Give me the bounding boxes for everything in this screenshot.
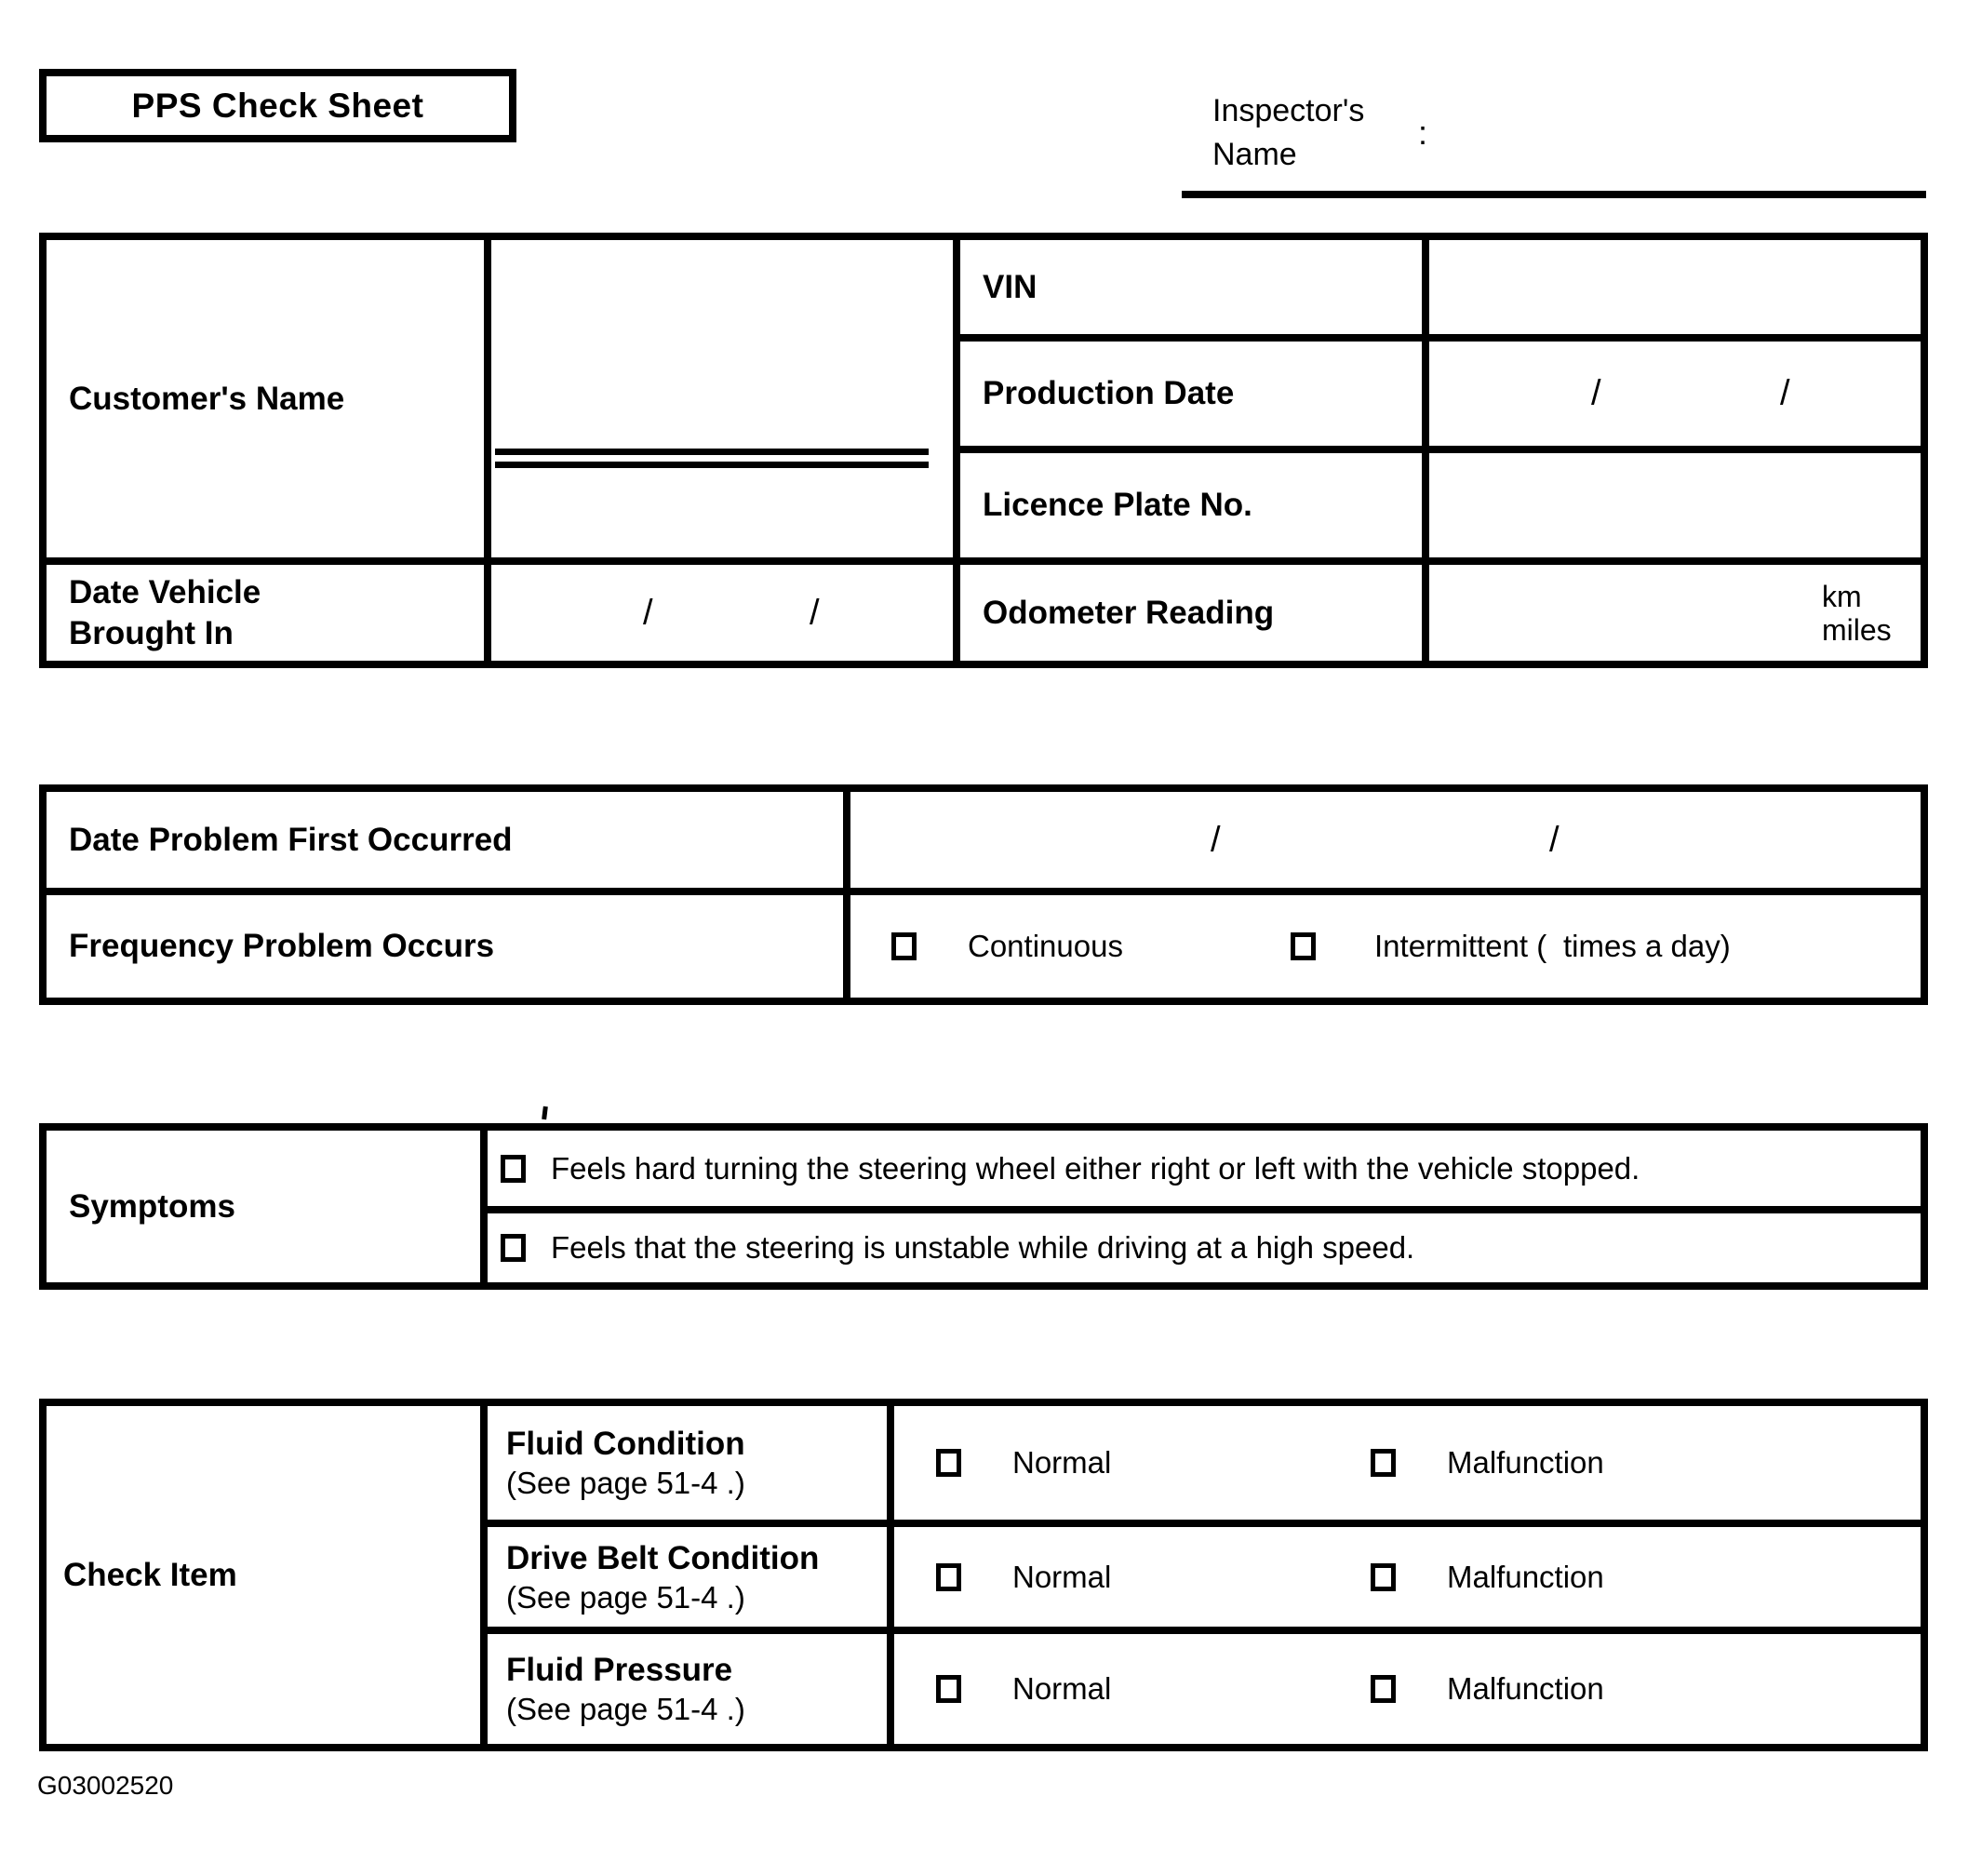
date-brought-in-value-cell[interactable]: / / — [491, 565, 953, 661]
licence-plate-label-cell: Licence Plate No. — [960, 453, 1422, 557]
date-problem-label-cell: Date Problem First Occurred — [47, 792, 843, 888]
inspector-name-label: Inspector's Name — [1212, 93, 1365, 172]
signature-line — [495, 449, 929, 468]
fluid-pressure-malfunction-label: Malfunction — [1447, 1671, 1604, 1706]
symptom-text-2: Feels that the steering is unstable while driving at a high speed. — [551, 1230, 1415, 1265]
drive-belt-normal-label: Normal — [1012, 1559, 1112, 1594]
production-date-value-cell[interactable]: / / — [1429, 342, 1921, 446]
inspector-name-colon: : — [1418, 114, 1428, 152]
fluid-condition-malfunction-label: Malfunction — [1447, 1445, 1604, 1480]
checkbox-continuous[interactable] — [891, 932, 917, 960]
symptom-text-1: Feels hard turning the steering wheel either right or left with the vehicle stopped. — [551, 1150, 1640, 1186]
production-date-label-cell: Production Date — [960, 342, 1422, 446]
vin-label-cell: VIN — [960, 240, 1422, 334]
checkbox-intermittent[interactable] — [1291, 932, 1316, 960]
frequency-label-cell: Frequency Problem Occurs — [47, 895, 843, 998]
fluid-condition-options-cell — [894, 1406, 1921, 1520]
odometer-units: km miles — [1822, 579, 1892, 647]
symptom-row-1 — [488, 1131, 1921, 1206]
drive-belt-condition-name-cell: Drive Belt Condition (See page 51-4 .) — [488, 1527, 887, 1627]
date-brought-in-label-cell: Date Vehicle Brought In — [47, 565, 484, 661]
problem-info-table — [39, 784, 1928, 1005]
check-item-table — [39, 1399, 1928, 1751]
check-item-label-cell: Check Item — [47, 1406, 480, 1744]
symptom-row-2 — [488, 1213, 1921, 1282]
checkbox-fluid-condition-malfunction[interactable] — [1371, 1449, 1396, 1477]
checkbox-drive-belt-malfunction[interactable] — [1371, 1563, 1396, 1591]
fluid-pressure-options-cell — [894, 1634, 1921, 1744]
checkbox-fluid-pressure-malfunction[interactable] — [1371, 1675, 1396, 1703]
checkbox-drive-belt-normal[interactable] — [936, 1563, 961, 1591]
symptoms-label-cell: Symptoms — [47, 1131, 480, 1282]
continuous-label: Continuous — [968, 929, 1123, 963]
odometer-value-cell[interactable] — [1429, 565, 1921, 661]
intermittent-label-suffix: times a day) — [1563, 929, 1731, 963]
fluid-pressure-name-cell: Fluid Pressure (See page 51-4 .) — [488, 1634, 887, 1744]
inspector-name-input-line[interactable] — [1182, 191, 1926, 198]
fluid-condition-normal-label: Normal — [1012, 1445, 1112, 1480]
licence-plate-value-cell[interactable] — [1429, 453, 1921, 557]
vin-value-cell[interactable] — [1429, 240, 1921, 334]
drive-belt-condition-options-cell — [894, 1527, 1921, 1627]
frequency-options-cell — [850, 895, 1921, 998]
customer-name-label-cell: Customer's Name — [47, 240, 484, 557]
checkbox-fluid-pressure-normal[interactable] — [936, 1675, 961, 1703]
checkbox-fluid-condition-normal[interactable] — [936, 1449, 961, 1477]
title-box — [39, 69, 516, 142]
odometer-label-cell: Odometer Reading — [960, 565, 1422, 661]
fluid-pressure-normal-label: Normal — [1012, 1671, 1112, 1706]
page-title: PPS Check Sheet — [131, 86, 424, 125]
intermittent-label-prefix: Intermittent ( — [1374, 929, 1547, 963]
customer-name-value-cell[interactable] — [491, 240, 953, 557]
date-problem-value-cell[interactable]: / / — [850, 792, 1921, 888]
vehicle-info-table — [39, 233, 1928, 668]
fluid-condition-name-cell: Fluid Condition (See page 51-4 .) — [488, 1406, 887, 1520]
drive-belt-malfunction-label: Malfunction — [1447, 1559, 1604, 1594]
checkbox-symptom-unstable-steering[interactable] — [501, 1234, 526, 1262]
checkbox-symptom-hard-turning[interactable] — [501, 1155, 526, 1183]
stray-mark-artifact — [542, 1106, 548, 1120]
symptoms-table — [39, 1123, 1928, 1290]
figure-code: G03002520 — [37, 1771, 174, 1800]
